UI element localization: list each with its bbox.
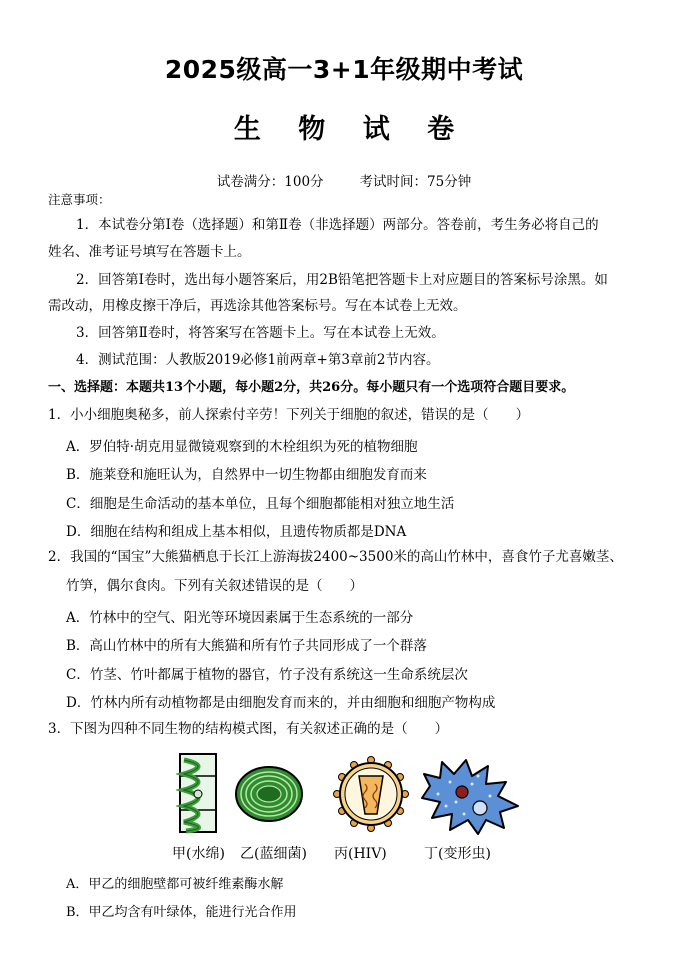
notes-heading: 注意事项： xyxy=(48,192,111,207)
question-3-option-b: B．甲乙均含有叶绿体，能进行光合作用 xyxy=(66,905,297,920)
question-2-option-a: A．竹林中的空气、阳光等环境因素属于生态系统的一部分 xyxy=(66,610,414,626)
question-3-stem: 3．下图为四种不同生物的结构模式图，有关叙述正确的是（ ） xyxy=(48,721,449,737)
question-1-option-c: C．细胞是生命活动的基本单位，且每个细胞都能相对独立地生活 xyxy=(66,496,455,512)
section-heading: 一、选择题：本题共13个小题，每小题2分，共26分。每小题只有一个选项符合题目要求。 xyxy=(48,380,575,395)
question-3-option-a: A．甲乙的细胞壁都可被纤维素酶水解 xyxy=(66,877,284,892)
question-2-option-b: B．高山竹林中的所有大熊猫和所有竹子共同形成了一个群落 xyxy=(66,638,427,654)
exam-meta xyxy=(0,170,688,190)
note-1-line-1: 1．本试卷分第Ⅰ卷（选择题）和第Ⅱ卷（非选择题）两部分。答卷前，考生务必将自己的 xyxy=(76,217,599,233)
question-2-stem-line-2: 竹笋，偶尔食肉。下列有关叙述错误的是（ ） xyxy=(66,578,363,594)
note-4: 4．测试范围：人教版2019必修1前两章+第3章前2节内容。 xyxy=(76,352,440,368)
question-1-option-d: D．细胞在结构和组成上基本相似，且遗传物质都是DNA xyxy=(66,524,407,540)
question-2-option-d: D．竹林内所有动植物都是由细胞发育而来的，并由细胞和细胞产物构成 xyxy=(66,695,496,711)
exam-title: 2025级高一3+1年级期中考试 xyxy=(164,55,524,84)
note-3: 3．回答第Ⅱ卷时，将答案写在答题卡上。写在本试卷上无效。 xyxy=(76,325,445,341)
subject-title: 生 物 试 卷 xyxy=(233,114,469,145)
amoeba-illustration xyxy=(420,756,522,836)
cyanobacteria-illustration xyxy=(234,764,304,824)
caption-cyanobacteria: 乙(蓝细菌) xyxy=(240,846,307,862)
hiv-illustration xyxy=(333,756,409,832)
spirogyra-illustration xyxy=(176,752,220,834)
question-2-option-c: C．竹茎、竹叶都属于植物的器官，竹子没有系统这一生命系统层次 xyxy=(66,667,468,683)
time-label: 考试时间：75分钟 xyxy=(359,174,472,190)
caption-spirogyra: 甲(水绵) xyxy=(172,846,225,862)
question-1-stem: 1．小小细胞奥秘多，前人探索付辛劳！下列关于细胞的叙述，错误的是（ ） xyxy=(48,407,530,423)
caption-hiv: 丙(HIV) xyxy=(334,846,387,862)
note-2-line-2: 需改动，用橡皮擦干净后，再选涂其他答案标号。写在本试卷上无效。 xyxy=(48,298,467,314)
caption-amoeba: 丁(变形虫) xyxy=(424,846,491,862)
question-1-option-a: A．罗伯特·胡克用显微镜观察到的木栓组织为死的植物细胞 xyxy=(66,439,418,455)
note-2-line-1: 2．回答第Ⅰ卷时，选出每小题答案后，用2B铅笔把答题卡上对应题目的答案标号涂黑。如 xyxy=(76,272,608,288)
note-1-line-2: 姓名、准考证号填写在答题卡上。 xyxy=(48,244,251,260)
score-label: 试卷满分：100分 xyxy=(216,174,324,190)
question-2-stem-line-1: 2．我国的“国宝”大熊猫栖息于长江上游海拔2400~3500米的高山竹林中，喜食竹子尤喜嫩茎、 xyxy=(48,549,623,565)
question-1-option-b: B．施莱登和施旺认为，自然界中一切生物都由细胞发育而来 xyxy=(66,467,427,483)
